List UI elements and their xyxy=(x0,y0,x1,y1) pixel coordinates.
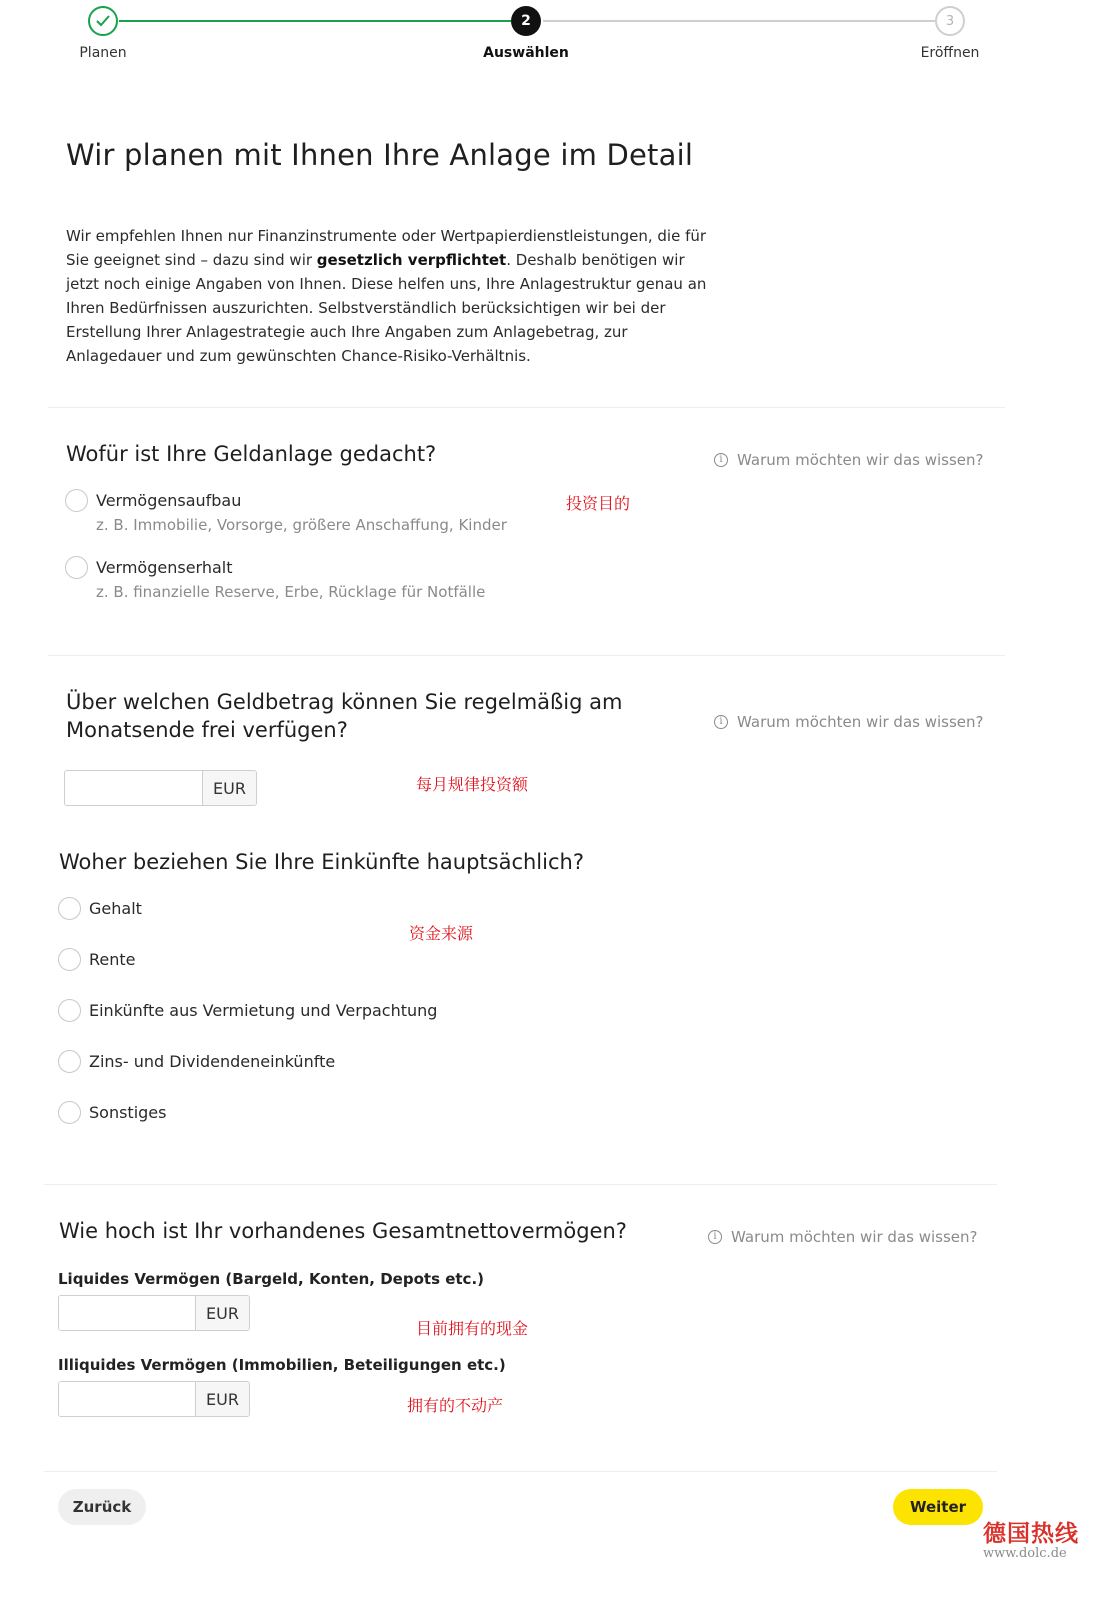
purpose-question: Wofür ist Ihre Geldanlage gedacht? xyxy=(66,442,437,466)
intro-text-bold: gesetzlich verpflichtet xyxy=(316,251,507,269)
monthly-why-link[interactable] xyxy=(714,713,983,731)
illiquid-assets-annotation: 拥有的不动产 xyxy=(407,1396,504,1415)
step-1-label: Planen xyxy=(79,45,127,61)
net-worth-question: Wie hoch ist Ihr vorhandenes Gesamtnettovermögen? xyxy=(59,1219,627,1243)
step-3-label: Eröffnen xyxy=(920,45,980,61)
back-button[interactable]: Zurück xyxy=(58,1489,146,1525)
radio-label: Vermögenserhalt xyxy=(96,558,233,577)
radio-vermoegensaufbau[interactable] xyxy=(65,489,507,536)
illiquid-assets-field xyxy=(58,1381,250,1417)
monthly-amount-input[interactable] xyxy=(65,771,202,805)
radio-vermoegenserhalt[interactable] xyxy=(65,556,485,603)
step-1-checkmark-icon xyxy=(88,6,118,36)
radio-circle[interactable] xyxy=(58,897,81,920)
info-icon: i xyxy=(714,453,728,467)
question-line-1: Über welchen Geldbetrag können Sie regelmäßig am xyxy=(66,690,623,714)
watermark-logo xyxy=(983,1515,1113,1561)
liquid-assets-input[interactable] xyxy=(59,1296,195,1330)
divider xyxy=(48,407,1005,408)
radio-circle[interactable] xyxy=(65,556,88,579)
liquid-assets-label: Liquides Vermögen (Bargeld, Konten, Depots etc.) xyxy=(58,1270,485,1288)
progress-stepper xyxy=(0,0,1119,70)
radio-circle[interactable] xyxy=(58,1101,81,1124)
monthly-amount-question xyxy=(66,688,622,744)
next-button[interactable]: Weiter xyxy=(893,1489,983,1525)
radio-label: Zins- und Dividendeneinkünfte xyxy=(89,1052,336,1071)
intro-text xyxy=(66,224,716,368)
info-icon: i xyxy=(708,1230,722,1244)
radio-circle[interactable] xyxy=(58,999,81,1022)
why-link-text: Warum möchten wir das wissen? xyxy=(731,1228,978,1246)
why-link-text: Warum möchten wir das wissen? xyxy=(737,713,984,731)
currency-unit: EUR xyxy=(195,1382,249,1416)
radio-zinsen-dividenden[interactable] xyxy=(58,1050,335,1073)
radio-label: Einkünfte aus Vermietung und Verpachtung xyxy=(89,1001,438,1020)
purpose-why-link[interactable] xyxy=(714,451,983,469)
radio-label: Gehalt xyxy=(89,899,142,918)
radio-label: Sonstiges xyxy=(89,1103,167,1122)
step-3-number: 3 xyxy=(935,6,965,36)
page-title: Wir planen mit Ihnen Ihre Anlage im Detail xyxy=(66,138,694,172)
radio-vermietung[interactable] xyxy=(58,999,437,1022)
net-worth-why-link[interactable] xyxy=(708,1228,977,1246)
divider xyxy=(44,1184,997,1185)
radio-circle[interactable] xyxy=(58,1050,81,1073)
illiquid-assets-input[interactable] xyxy=(59,1382,195,1416)
radio-gehalt[interactable] xyxy=(58,897,142,920)
divider xyxy=(48,655,1005,656)
step-line-pending xyxy=(543,20,935,22)
watermark-title: 德国热线 xyxy=(983,1520,1079,1547)
liquid-assets-annotation: 目前拥有的现金 xyxy=(416,1319,529,1338)
currency-unit: EUR xyxy=(195,1296,249,1330)
income-source-question: Woher beziehen Sie Ihre Einkünfte hauptsächlich? xyxy=(59,850,584,874)
radio-label: Rente xyxy=(89,950,136,969)
currency-unit: EUR xyxy=(202,771,256,805)
radio-label: Vermögensaufbau xyxy=(96,491,242,510)
question-line-2: Monatsende frei verfügen? xyxy=(66,718,348,742)
purpose-annotation: 投资目的 xyxy=(566,494,631,513)
radio-hint: z. B. finanzielle Reserve, Erbe, Rücklage für Notfälle xyxy=(96,583,486,601)
radio-circle[interactable] xyxy=(58,948,81,971)
liquid-assets-field xyxy=(58,1295,250,1331)
step-2-number: 2 xyxy=(511,6,541,36)
info-icon: i xyxy=(714,715,728,729)
illiquid-assets-label: Illiquides Vermögen (Immobilien, Beteiligungen etc.) xyxy=(58,1356,506,1374)
radio-hint: z. B. Immobilie, Vorsorge, größere Anschaffung, Kinder xyxy=(96,516,507,534)
intro-text-part2: . Deshalb benötigen wir jetzt noch einige Angaben von Ihnen. Diese helfen uns, Ihre Anlagestruktur genau an Ihren Bedürfnissen auszurichten. Selbstverständlich berücksichtigen wir bei der Erstellung Ihrer Anlagestrategie auch Ihre Angaben zum Anlagebetrag, zur Anlagedauer und zum gewünschten Chance-Risiko-Verhältnis. xyxy=(66,251,707,365)
income-annotation: 资金来源 xyxy=(409,924,474,943)
divider xyxy=(44,1471,997,1472)
why-link-text: Warum möchten wir das wissen? xyxy=(737,451,984,469)
radio-rente[interactable] xyxy=(58,948,136,971)
radio-circle[interactable] xyxy=(65,489,88,512)
step-line-completed xyxy=(119,20,511,22)
watermark-url: www.dolc.de xyxy=(983,1546,1067,1561)
monthly-amount-field xyxy=(64,770,257,806)
intro-text-part1: Wir empfehlen Ihnen nur Finanzinstrumente oder Wertpapierdienstleistungen, die für Sie geeignet sind – dazu sind wir xyxy=(66,227,707,269)
radio-sonstiges[interactable] xyxy=(58,1101,166,1124)
step-2-label: Auswählen xyxy=(483,45,569,61)
monthly-annotation: 每月规律投资额 xyxy=(416,775,529,794)
